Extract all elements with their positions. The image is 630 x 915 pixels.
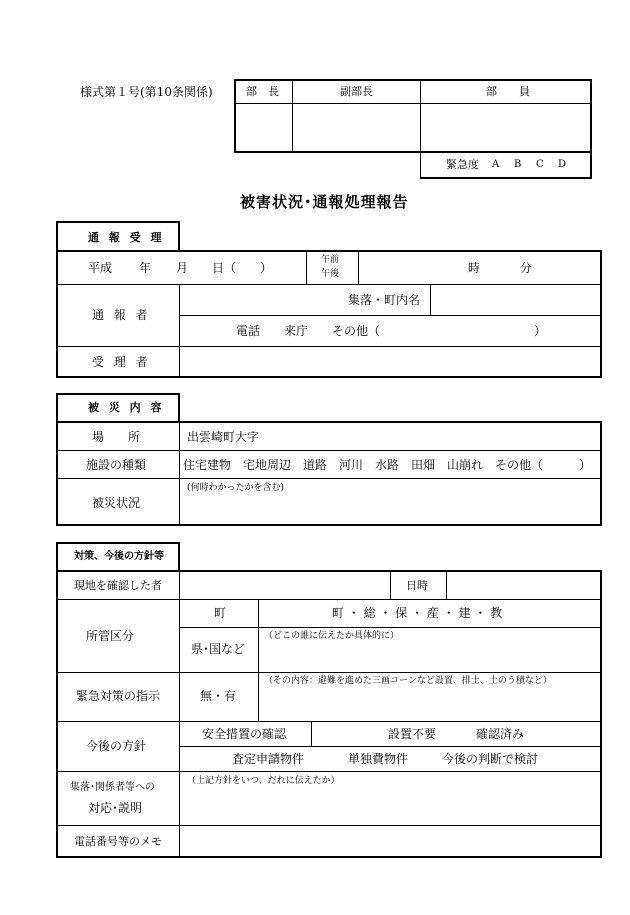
urgency-option[interactable]: A (492, 159, 500, 170)
date-month: 月 (176, 261, 189, 275)
facility-options: 住宅建物 宅地周辺 道路 河川 水路 田畑 山崩れ その他（ ） (183, 458, 592, 472)
urgency-option[interactable]: D (558, 159, 567, 170)
date-day: 日（ ） (212, 261, 273, 275)
form-number-label: 様式第１号(第10条関係) (80, 85, 213, 99)
policy-confirmed[interactable]: 確認済み (476, 727, 525, 741)
reporter-label: 通 報 者 (92, 308, 151, 322)
place-label: 場 所 (92, 430, 141, 444)
approval-col-staff: 部 員 (486, 85, 530, 98)
section-tab-damage: 被 災 内 容 (88, 401, 165, 414)
approval-col-deputy: 副部長 (340, 85, 373, 98)
receiver-label: 受 理 者 (92, 355, 151, 369)
time-minute: 分 (520, 261, 533, 275)
contact-method: 電話 来庁 その他（ (236, 324, 381, 338)
contact-close: ） (534, 324, 547, 338)
time-hour: 時 (468, 261, 481, 275)
jurisdiction-label: 所管区分 (86, 629, 135, 643)
time-pm[interactable]: 午後 (321, 269, 340, 279)
town-label: 町 (214, 606, 227, 620)
damage-hint: (何時わかったかを含む) (187, 483, 285, 493)
facility-label: 施設の種類 (86, 458, 147, 472)
policy-future-review[interactable]: 今後の判断で検討 (442, 752, 539, 766)
policy-label: 今後の方針 (86, 739, 147, 753)
date-era: 平成 (88, 261, 113, 275)
urgency-label: 緊急度 (446, 158, 479, 171)
datetime-label: 日時 (406, 579, 428, 592)
section-tab-measures: 対策、今後の方針等 (74, 551, 164, 562)
page-title: 被害状況･通報処理報告 (240, 193, 409, 211)
pref-hint: （どこの誰に伝えたか具体的に） (264, 631, 400, 641)
explain-label-line2: 対応･説明 (88, 801, 143, 815)
confirmer-label: 現地を確認した者 (74, 579, 162, 592)
approval-col-director: 部 長 (246, 85, 279, 98)
pref-label: 県･国など (191, 642, 246, 656)
time-am[interactable]: 午前 (321, 255, 340, 265)
emergency-options[interactable]: 無・有 (200, 689, 237, 703)
policy-no-install[interactable]: 設置不要 (388, 727, 437, 741)
urgency-option[interactable]: C (536, 159, 544, 170)
damage-label: 被災状況 (92, 496, 141, 510)
policy-independent[interactable]: 単独費物件 (348, 752, 409, 766)
place-value: 出雲崎町大字 (187, 430, 260, 444)
policy-assessment[interactable]: 査定申請物件 (232, 752, 305, 766)
memo-label: 電話番号等のメモ (74, 835, 162, 848)
explain-label-line1: 集落･関係者等への (70, 782, 155, 793)
explain-hint: （上記方針をいつ、だれに伝えたか） (187, 776, 340, 786)
emergency-label: 緊急対策の指示 (76, 689, 161, 703)
urgency-option[interactable]: B (514, 159, 522, 170)
policy-safety-check[interactable]: 安全措置の確認 (202, 727, 287, 741)
village-label: 集落・町内名 (348, 293, 421, 307)
section-tab-report: 通 報 受 理 (88, 231, 165, 244)
emergency-hint: （その内容：避難を進めた三画コーンなど設置、排土、土のう積など） (264, 676, 552, 686)
date-year: 年 (139, 261, 152, 275)
town-departments: 町 ・ 総 ・ 保 ・ 産 ・ 建 ・ 教 (332, 606, 503, 620)
